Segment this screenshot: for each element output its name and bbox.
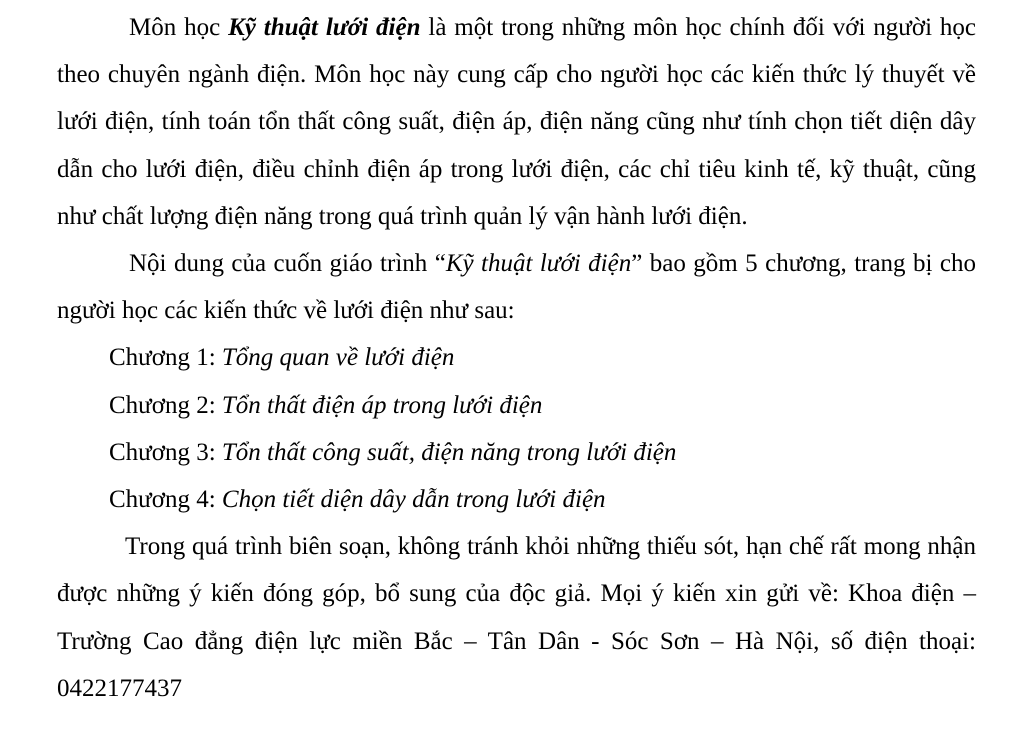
chapter-title: Tổn thất công suất, điện năng trong lưới điện — [221, 438, 677, 466]
textbook-title: Kỹ thuật lưới điện — [445, 250, 632, 278]
contents-text-start: Nội dung của cuốn giáo trình “ — [129, 250, 446, 278]
chapter-item-1 — [57, 334, 976, 381]
chapter-label: Chương 3: — [109, 438, 222, 466]
intro-text-start: Môn học — [129, 14, 229, 41]
chapter-item-2 — [57, 382, 976, 429]
chapter-item-3 — [57, 429, 976, 476]
chapter-label: Chương 4: — [109, 486, 222, 514]
chapter-title: Tổn thất điện áp trong lưới điện — [221, 391, 543, 419]
subject-name: Kỹ thuật lưới điện — [228, 14, 421, 41]
chapter-label: Chương 1: — [109, 344, 222, 372]
chapter-title: Tổng quan về lưới điện — [221, 344, 455, 372]
chapter-title: Chọn tiết diện dây dẫn trong lưới điện — [221, 486, 606, 514]
contents-text-end: ” bao gồm 5 chương, trang bị cho người học các kiến thức về lưới điện như sau: — [57, 250, 976, 325]
chapter-label: Chương 2: — [109, 391, 222, 419]
chapter-item-4 — [57, 476, 976, 523]
document-page — [57, 4, 976, 712]
intro-paragraph — [57, 4, 976, 240]
closing-paragraph: Trong quá trình biên soạn, không tránh khỏi những thiếu sót, hạn chế rất mong nhận được những ý kiến đóng góp, bổ sung của độc giả. Mọi ý kiến xin gửi về: Khoa điện – Trường Cao đẳng điện lực miền Bắc – Tân Dân - Sóc Sơn – Hà Nội, số điện thoại: 0422177437 — [57, 533, 976, 702]
contents-paragraph — [57, 240, 976, 334]
intro-text-end: là một trong những môn học chính đối với người học theo chuyên ngành điện. Môn học này cung cấp cho người học các kiến thức lý thuyết về lưới điện, tính toán tổn thất công suất, điện áp, điện năng cũng như tính chọn tiết diện dây dẫn cho lưới điện, điều chỉnh điện áp trong lưới điện, các chỉ tiêu kinh tế, kỹ thuật, cũng như chất lượng điện năng trong quá trình quản lý vận hành lưới điện. — [57, 14, 977, 230]
